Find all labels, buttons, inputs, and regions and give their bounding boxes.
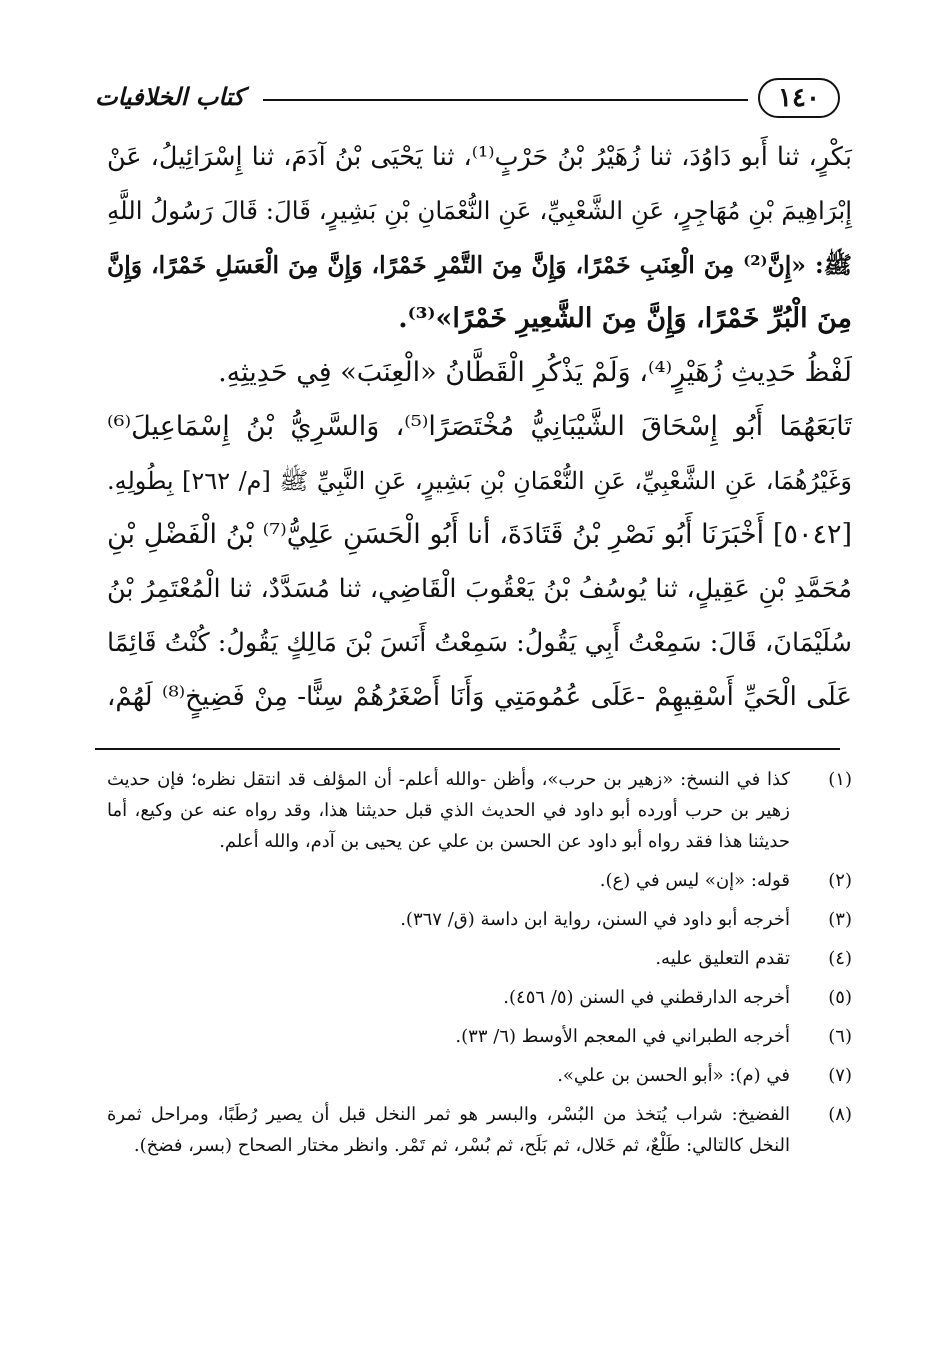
footnote-number: (٨): [828, 1104, 852, 1125]
footnote: [107, 1060, 852, 1091]
main-text: [107, 130, 852, 724]
footnote: [107, 1021, 852, 1052]
footnote-text: في (م): «أبو الحسن بن علي».: [557, 1065, 790, 1086]
footnote-text: كذا في النسخ: «زهير بن حرب»، وأظن -والله أعلم- أن المؤلف قد انتقل نظره؛ فإن حديث زهير بن حرب أورده أبو داود في الحديث الذي قبل حديثنا هذا، وقد رواه عنه عن وكيع، أما حديثنا هذا فقد رواه أبو داود عن الحسن بن علي عن يحيى بن آدم، والله أعلم.: [107, 769, 790, 852]
page-header: [95, 78, 840, 122]
footnote-text: قوله: «إن» ليس في (ع).: [599, 870, 790, 891]
footnote-text: أخرجه الدارقطني في السنن (٥/ ٤٥٦).: [503, 987, 790, 1008]
footnote-number: (٧): [828, 1065, 852, 1086]
footnote: [107, 1099, 852, 1161]
footnote-number: (٤): [828, 948, 852, 969]
text-line: تَابَعَهُمَا أَبُو إِسْحَاقَ الشَّيْبَانِيُّ مُخْتَصَرًا⁽⁵⁾، وَالسَّرِيُّ بْنُ إِسْمَاعِيلَ⁽⁶⁾: [107, 411, 852, 442]
footnote-number: (٥): [828, 987, 852, 1008]
footnote: [107, 764, 852, 857]
footnote: [107, 943, 852, 974]
footnote: [107, 982, 852, 1013]
text-line: لَفْظُ حَدِيثِ زُهَيْرٍ⁽⁴⁾، وَلَمْ يَذْكُرِ الْقَطَّانُ «الْعِنَبَ» فِي حَدِيثِهِ.: [218, 357, 852, 388]
footnote-number: (٢): [828, 870, 852, 891]
footnote: [107, 865, 852, 896]
text-line: وَغَيْرُهُمَا، عَنِ الشَّعْبِيِّ، عَنِ النُّعْمَانِ بْنِ بَشِيرٍ، عَنِ النَّبِيِّ ﷺ [م/ ٢٦٢] بِطُولِهِ.: [107, 467, 852, 495]
footnotes: [107, 764, 852, 1169]
footnote-text: أخرجه الطبراني في المعجم الأوسط (٦/ ٣٣).: [455, 1026, 790, 1047]
text-line: مُحَمَّدِ بْنِ عَقِيلٍ، ثنا يُوسُفُ بْنُ يَعْقُوبَ الْقَاضِي، ثنا مُسَدَّدٌ، ثنا الْمُعْتَمِرُ بْنُ: [107, 574, 852, 604]
footnote-text: تقدم التعليق عليه.: [655, 948, 790, 969]
header-rule: [263, 99, 748, 101]
footnote-number: (١): [828, 769, 852, 790]
text-line: عَلَى الْحَيِّ أَسْقِيهِمْ -عَلَى عُمُومَتِي وَأَنَا أَصْغَرُهُمْ سِنًّا- مِنْ فَضِيخٍ⁽⁸⁾ لَهُمْ،: [107, 682, 852, 712]
text-line: إِبْرَاهِيمَ بْنِ مُهَاجِرٍ، عَنِ الشَّعْبِيِّ، عَنِ النُّعْمَانِ بْنِ بَشِيرٍ، قَالَ: قَالَ رَسُولُ اللَّهِ: [107, 196, 852, 225]
text-line: سُلَيْمَانَ، قَالَ: سَمِعْتُ أَبِي يَقُولُ: سَمِعْتُ أَنَسَ بْنَ مَالِكٍ يَقُولُ: كُنْتُ قَائِمًا: [107, 628, 852, 658]
footnote-divider: [95, 748, 840, 750]
text-line: بَكْرٍ، ثنا أَبو دَاوُدَ، ثنا زُهَيْرُ بْنُ حَرْبٍ⁽¹⁾، ثنا يَحْيَى بْنُ آدَمَ، ثنا إِسْرَائِيلُ، عَنْ: [107, 142, 852, 172]
footnote-number: (٦): [828, 1026, 852, 1047]
running-title: كتاب الخلافيات: [95, 82, 245, 111]
footnote-text: الفضيخ: شراب يُتخذ من البُسْر، والبسر هو ثمر النخل قبل أن يصير رُطَبًا، ومراحل ثمرة النخل كالتالي: طَلْعٌ، ثم خَلال، ثم بَلَح، ثم بُسْر، ثم تَمْر. وانظر مختار الصحاح (بسر، فضخ).: [107, 1104, 790, 1156]
footnote-number: (٣): [828, 909, 852, 930]
hadith-number-line: [٥٠٤٢] أَخْبَرَنَا أَبُو نَصْرِ بْنُ قَتَادَةَ، أنا أَبُو الْحَسَنِ عَلِيُّ⁽⁷⁾ بْنُ الْفَضْلِ بْنِ: [107, 519, 852, 550]
hadith-text-line: مِنَ الْبُرِّ خَمْرًا، وَإِنَّ مِنَ الشَّعِيرِ خَمْرًا»⁽³⁾.: [398, 303, 852, 334]
footnote-text: أخرجه أبو داود في السنن، رواية ابن داسة (ق/ ٣٦٧).: [400, 909, 790, 930]
page-number: ١٤٠: [758, 78, 840, 118]
footnote: [107, 904, 852, 935]
hadith-text-line: ﷺ: «إِنَّ⁽²⁾ مِنَ الْعِنَبِ خَمْرًا، وَإِنَّ مِنَ التَّمْرِ خَمْرًا، وَإِنَّ مِنَ الْعَسَلِ خَمْرًا، وَإِنَّ: [107, 251, 853, 279]
